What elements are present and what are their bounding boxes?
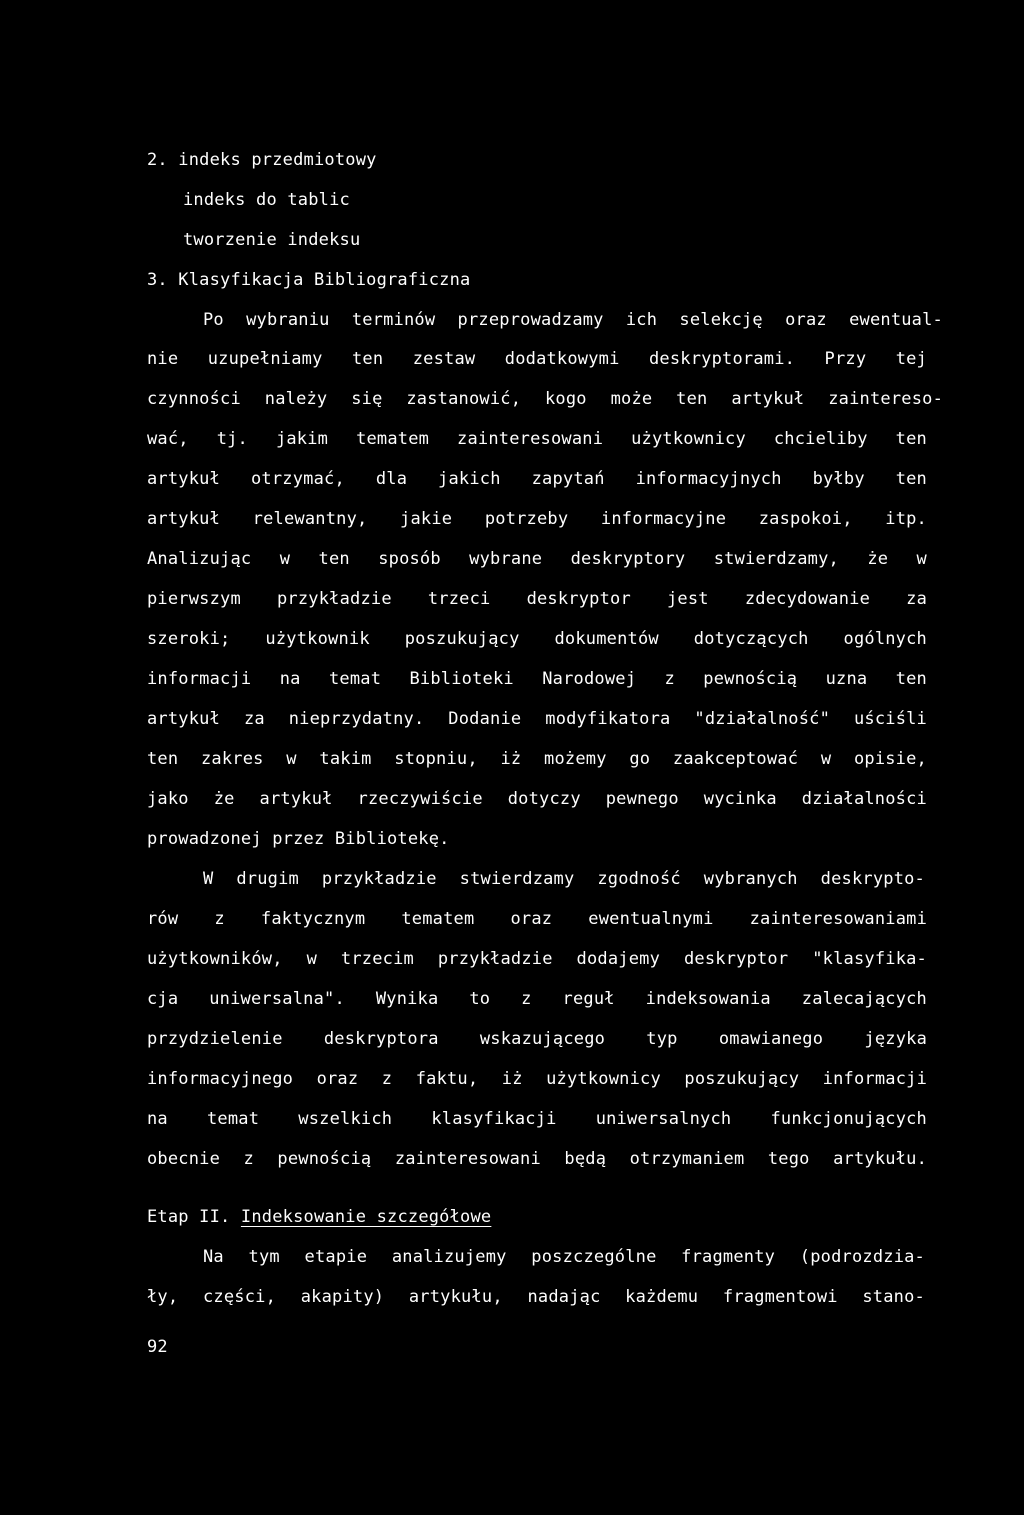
list-subitem: indeks do tablic — [183, 190, 350, 210]
paragraph-line: obecnie z pewnością zainteresowani będą otrzymaniem tego artykułu. — [147, 1149, 927, 1169]
section-title: Indeksowanie szczegółowe — [240, 1207, 492, 1227]
paragraph-line: Po wybraniu terminów przeprowadzamy ich selekcję oraz ewentual- — [203, 310, 943, 330]
paragraph-line: Na tym etapie analizujemy poszczególne fragmenty (podrozdzia- — [203, 1247, 925, 1267]
paragraph-line: pierwszym przykładzie trzeci deskryptor jest zdecydowanie za — [147, 589, 927, 609]
paragraph-line: informacyjnego oraz z faktu, iż użytkownicy poszukujący informacji — [147, 1069, 927, 1089]
paragraph-line: użytkowników, w trzecim przykładzie dodajemy deskryptor "klasyfika- — [147, 949, 927, 969]
list-subitem: tworzenie indeksu — [183, 230, 361, 250]
paragraph-line: ten zakres w takim stopniu, iż możemy go zaakceptować w opisie, — [147, 749, 927, 769]
paragraph-line: wać, tj. jakim tematem zainteresowani użytkownicy chcieliby ten — [147, 429, 927, 449]
list-item-3: 3. Klasyfikacja Bibliograficzna — [147, 270, 471, 290]
paragraph-line: czynności należy się zastanowić, kogo może ten artykuł zaintereso- — [147, 389, 943, 409]
paragraph-line: przydzielenie deskryptora wskazującego typ omawianego języka — [147, 1029, 927, 1049]
list-item-2: 2. indeks przedmiotowy — [147, 150, 377, 170]
paragraph-line: Analizując w ten sposób wybrane deskryptory stwierdzamy, że w — [147, 549, 927, 569]
page-number: 92 — [147, 1337, 168, 1357]
paragraph-line: artykuł za nieprzydatny. Dodanie modyfikatora "działalność" uściśli — [147, 709, 927, 729]
section-label: Etap II. — [147, 1207, 231, 1227]
paragraph-line: artykuł otrzymać, dla jakich zapytań informacyjnych byłby ten — [147, 469, 927, 489]
paragraph-line: ły, części, akapity) artykułu, nadając każdemu fragmentowi stano- — [147, 1287, 925, 1307]
section-heading — [147, 1206, 491, 1228]
paragraph-line: szeroki; użytkownik poszukujący dokumentów dotyczących ogólnych — [147, 629, 927, 649]
paragraph-line: cja uniwersalna". Wynika to z reguł indeksowania zalecających — [147, 989, 927, 1009]
paragraph-line: jako że artykuł rzeczywiście dotyczy pewnego wycinka działalności — [147, 789, 927, 809]
paragraph-line: W drugim przykładzie stwierdzamy zgodność wybranych deskrypto- — [203, 869, 925, 889]
paragraph-line: rów z faktycznym tematem oraz ewentualnymi zainteresowaniami — [147, 909, 927, 929]
paragraph-line: prowadzonej przez Bibliotekę. — [147, 829, 450, 849]
paragraph-line: na temat wszelkich klasyfikacji uniwersalnych funkcjonujących — [147, 1109, 927, 1129]
paragraph-line: informacji na temat Biblioteki Narodowej z pewnością uzna ten — [147, 669, 927, 689]
paragraph-line: nie uzupełniamy ten zestaw dodatkowymi deskryptorami. Przy tej — [147, 349, 927, 369]
paragraph-line: artykuł relewantny, jakie potrzeby informacyjne zaspokoi, itp. — [147, 509, 927, 529]
